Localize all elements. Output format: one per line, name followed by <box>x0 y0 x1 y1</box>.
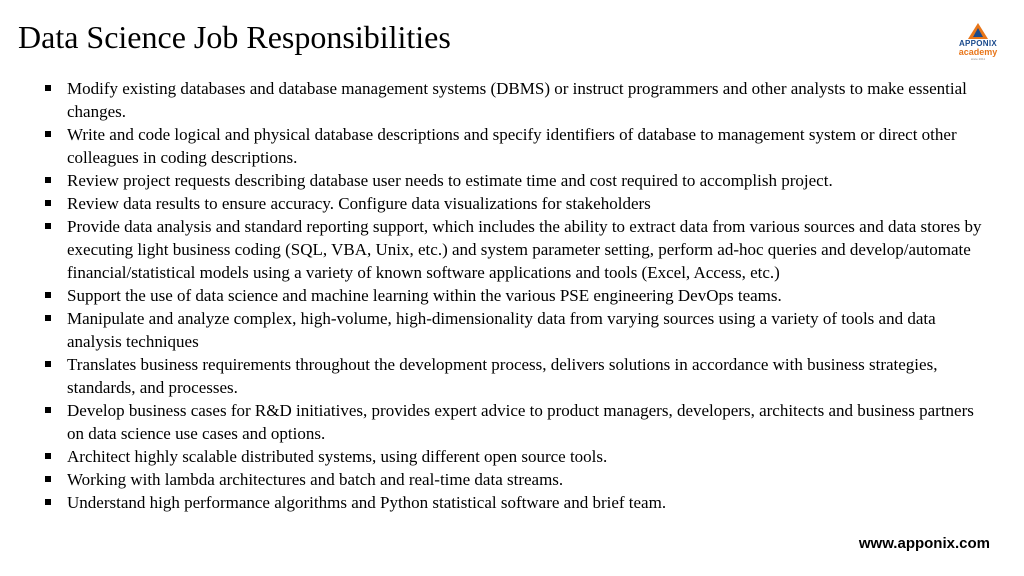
list-item-text: Support the use of data science and machine learning within the various PSE engineering DevOps teams. <box>67 286 782 305</box>
list-item-text: Translates business requirements throughout the development process, delivers solutions in accordance with business strategies, standards, and processes. <box>67 355 938 397</box>
list-item-text: Architect highly scalable distributed systems, using different open source tools. <box>67 447 608 466</box>
list-item <box>44 284 990 307</box>
list-item-text: Provide data analysis and standard reporting support, which includes the ability to extract data from various sources and data stores by executing light business coding (SQL, VBA, Unix, etc.) and system parameter setting, perform ad-hoc queries and develop/automate financial/statistical models using a variety of known software applications and tools (Excel, Access, etc.) <box>67 217 982 282</box>
list-item <box>44 399 990 445</box>
bullet-marker <box>45 499 51 505</box>
logo-triangle-icon <box>967 22 989 40</box>
bullet-marker <box>45 315 51 321</box>
apponix-logo <box>948 22 1008 72</box>
bullet-marker <box>45 292 51 298</box>
bullet-marker <box>45 407 51 413</box>
list-item-text: Review project requests describing database user needs to estimate time and cost required to accomplish project. <box>67 171 833 190</box>
list-item <box>44 491 990 514</box>
list-item <box>44 169 990 192</box>
list-item <box>44 123 990 169</box>
bullet-marker <box>45 131 51 137</box>
bullet-marker <box>45 85 51 91</box>
list-item-text: Review data results to ensure accuracy. Configure data visualizations for stakeholders <box>67 194 651 213</box>
list-item-text: Manipulate and analyze complex, high-volume, high-dimensionality data from varying sources using a variety of tools and data analysis techniques <box>67 309 936 351</box>
logo-brand-text: APPONIX <box>958 39 998 48</box>
page-title: Data Science Job Responsibilities <box>18 19 451 55</box>
responsibility-list <box>44 77 990 514</box>
list-item <box>44 307 990 353</box>
list-item <box>44 77 990 123</box>
logo-tagline-text: since 2011 <box>970 57 986 61</box>
list-item-text: Understand high performance algorithms and Python statistical software and brief team. <box>67 493 667 512</box>
list-item <box>44 192 990 215</box>
list-item-text: Working with lambda architectures and batch and real-time data streams. <box>67 470 564 489</box>
website-link[interactable]: www.apponix.com <box>858 535 990 552</box>
list-item-text: Write and code logical and physical database descriptions and specify identifiers of database to management system or direct other colleagues in coding descriptions. <box>67 125 957 167</box>
bullet-marker <box>45 361 51 367</box>
list-item-text: Develop business cases for R&D initiatives, provides expert advice to product managers, developers, architects and business partners on data science use cases and options. <box>67 401 974 443</box>
list-item <box>44 215 990 284</box>
list-item-text: Modify existing databases and database management systems (DBMS) or instruct programmers and other analysts to make essential changes. <box>67 79 967 121</box>
bullet-marker <box>45 200 51 206</box>
list-item <box>44 445 990 468</box>
bullet-marker <box>45 453 51 459</box>
logo-academy-text: academy <box>958 47 998 57</box>
list-item <box>44 353 990 399</box>
list-item <box>44 468 990 491</box>
bullet-marker <box>45 223 51 229</box>
bullet-marker <box>45 476 51 482</box>
bullet-marker <box>45 177 51 183</box>
